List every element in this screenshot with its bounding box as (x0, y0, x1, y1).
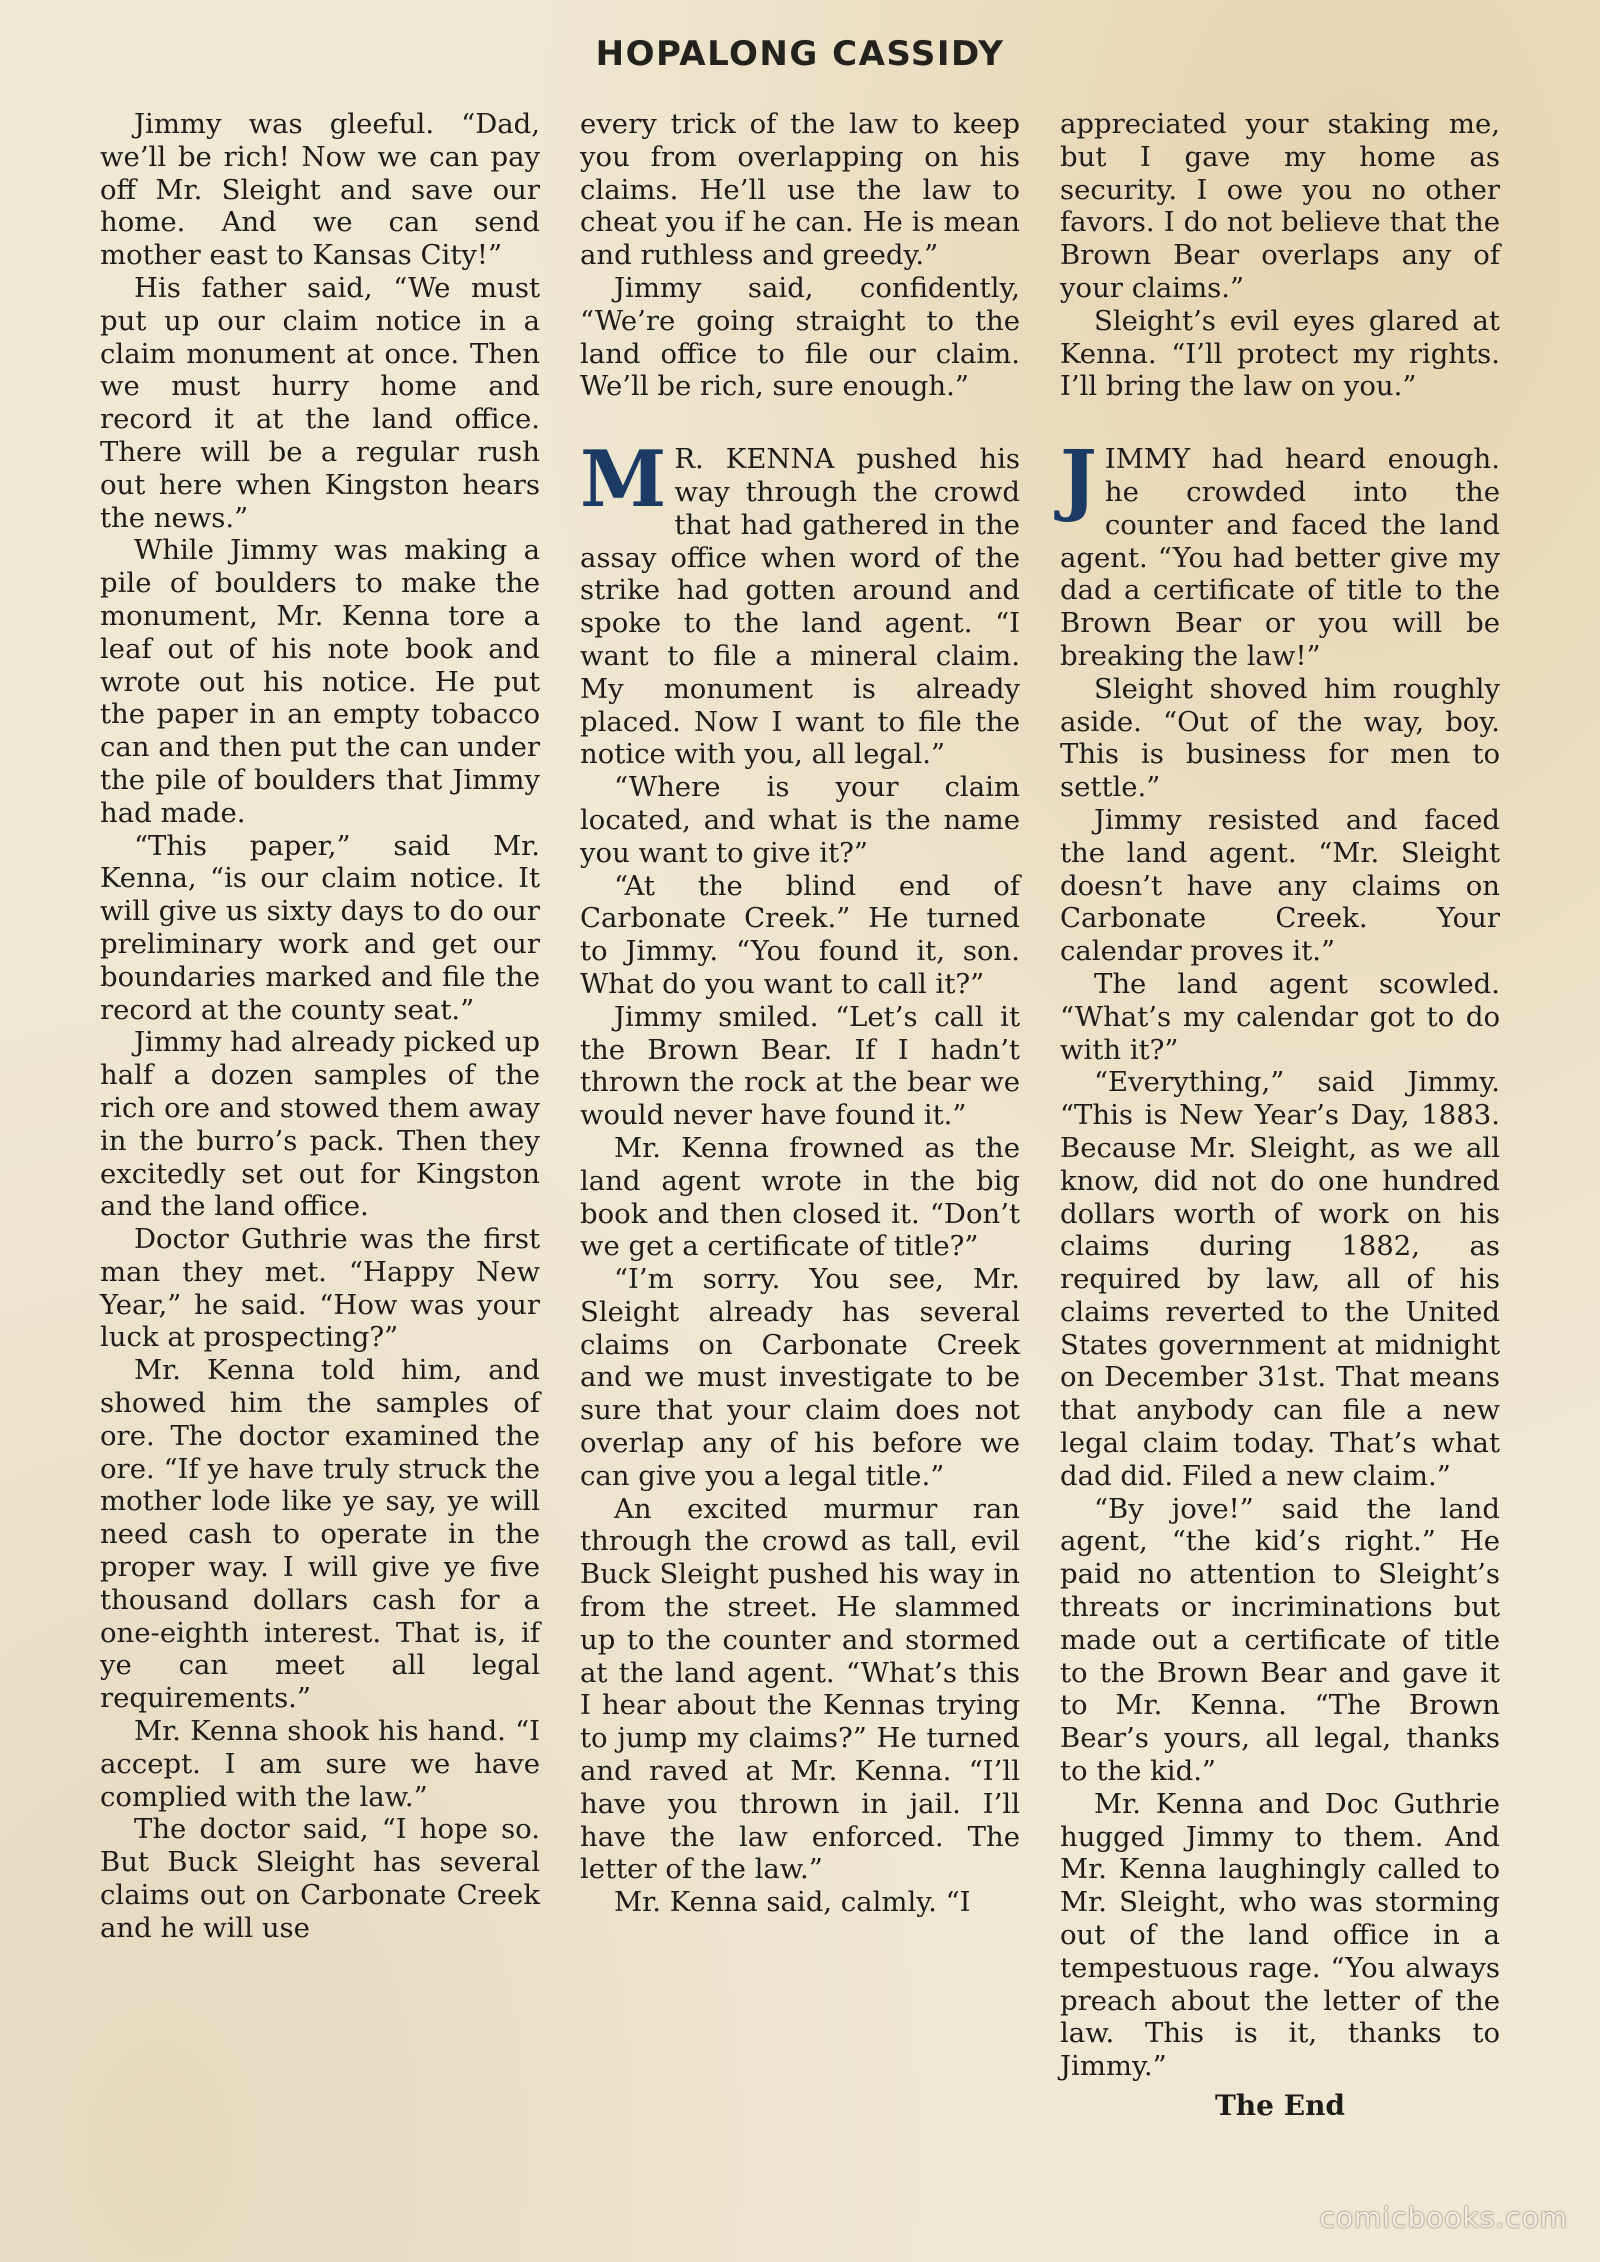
section-paragraph (580, 434, 1020, 771)
section-paragraph (1060, 434, 1500, 673)
paragraph: His father said, “We must put up our claim notice in a claim monument at once. Then we must hurry home and record it at the land office. There will be a regular rush out here when Kingston hears the news.” (100, 271, 540, 534)
drop-cap: M (580, 434, 667, 526)
paragraph: Jimmy said, confidently, “We’re going straight to the land office to file our claim. We’ll be rich, sure enough.” (580, 271, 1020, 403)
paragraph: every trick of the law to keep you from overlapping on his claims. He’ll use the law to cheat you if he can. He is mean and ruthless and greedy.” (580, 108, 1020, 272)
paragraph: “By jove!” said the land agent, “the kid’s right.” He paid no attention to Sleight’s threats or incriminations but made out a certificate of title to the Brown Bear and gave it to Mr. Kenna. “The Brown Bear’s yours, all legal, thanks to the kid.” (1060, 1492, 1500, 1788)
paragraph: Sleight shoved him roughly aside. “Out of the way, boy. This is business for men to settle.” (1060, 672, 1500, 804)
paragraph: “Everything,” said Jimmy. “This is New Year’s Day, 1883. Because Mr. Sleight, as we all know, did not do one hundred dollars worth of work on his claims during 1882, as required by law, all of his claims reverted to the United States government at midnight on December 31st. That means that anybody can file a new legal claim today. That’s what dad did. Filed a new claim.” (1060, 1066, 1500, 1492)
watermark-text: comicbooks.com (1319, 2201, 1568, 2234)
paragraph: Jimmy resisted and faced the land agent. “Mr. Sleight doesn’t have any claims on Carbonate Creek. Your calendar proves it.” (1060, 803, 1500, 968)
the-end: The End (1214, 2089, 1346, 2123)
paragraph: While Jimmy was making a pile of boulders to make the monument, Mr. Kenna tore a leaf out of his note book and wrote out his notice. He put the paper in an empty tobacco can and then put the can under the pile of boulders that Jimmy had made. (100, 534, 540, 829)
paragraph: Mr. Kenna told him, and showed him the samples of ore. The doctor examined the ore. “If ye have truly struck the mother lode like ye say, ye will need cash to operate in the proper way. I will give ye five thousand dollars cash for a one-eighth interest. That is, if ye can meet all legal requirements.” (100, 1354, 540, 1715)
paragraph: appreciated your staking me, but I gave my home as security. I owe you no other favors. I do not believe that the Brown Bear overlaps any of your claims.” (1060, 108, 1500, 304)
paragraph: Doctor Guthrie was the first man they met. “Happy New Year,” he said. “How was your luck at prospecting?” (100, 1223, 540, 1354)
paragraph: Mr. Kenna shook his hand. “I accept. I am sure we have complied with the law.” (100, 1715, 540, 1813)
paragraph: “At the blind end of Carbonate Creek.” He turned to Jimmy. “You found it, son. What do you want to call it?” (580, 869, 1020, 1000)
paragraph: The land agent scowled. “What’s my calendar got to do with it?” (1060, 967, 1500, 1066)
paragraph: An excited murmur ran through the crowd as tall, evil Buck Sleight pushed his way in from the street. He slammed up to the counter and stormed at the land agent. “What’s this I hear about the Kennas trying to jump my claims?” He turned and raved at Mr. Kenna. “I’ll have you thrown in jail. I’ll have the law enforced. The letter of the law.” (580, 1492, 1020, 1886)
drop-cap: J (1060, 434, 1097, 526)
section-text: IMMY had heard enough. he crowded into the counter and faced the land agent. “You had better give my dad a certificate of title to the Brown Bear or you will be breaking the law!” (1060, 443, 1500, 672)
paragraph: “I’m sorry. You see, Mr. Sleight already has several claims on Carbonate Creek and we must investigate to be sure that your claim does not overlap any of his before we can give you a legal title.” (580, 1263, 1020, 1492)
paragraph: Sleight’s evil eyes glared at Kenna. “I’ll protect my rights. I’ll bring the law on you.” (1060, 304, 1500, 403)
paragraph: Mr. Kenna said, calmly. “I (614, 1886, 971, 1919)
story-columns (100, 108, 1500, 2188)
paragraph: Jimmy smiled. “Let’s call it the Brown Bear. If I hadn’t thrown the rock at the bear we would never have found it.” (580, 1000, 1020, 1132)
column-1 (100, 108, 540, 2188)
paragraph: “Where is your claim located, and what is the name you want to give it?” (580, 771, 1020, 869)
column-2 (580, 108, 1020, 2188)
paragraph: Jimmy was gleeful. “Dad, we’ll be rich! Now we can pay off Mr. Sleight and save our home. And we can send mother east to Kansas City!” (100, 108, 540, 272)
paragraph: “This paper,” said Mr. Kenna, “is our claim notice. It will give us sixty days to do our preliminary work and get our boundaries marked and file the record at the county seat.” (100, 829, 540, 1026)
paragraph: Mr. Kenna and Doc Guthrie hugged Jimmy to them. And Mr. Kenna laughingly called to Mr. Sleight, who was storming out of the land office in a tempestuous rage. “You always preach about the letter of the law. This is it, thanks to Jimmy.” (1060, 1787, 1500, 2083)
paragraph: Jimmy had already picked up half a dozen samples of the rich ore and stowed them away in the burro’s pack. Then they excitedly set out for Kingston and the land office. (100, 1026, 540, 1223)
paragraph: Mr. Kenna frowned as the land agent wrote in the big book and then closed it. “Don’t we get a certificate of title?” (580, 1131, 1020, 1263)
column-3 (1060, 108, 1500, 2188)
page-title: HOPALONG CASSIDY (595, 34, 1005, 74)
paragraph: The doctor said, “I hope so. But Buck Sleight has several claims out on Carbonate Creek and he will use (100, 1813, 540, 1944)
section-text: R. KENNA pushed his way through the crowd that had gathered in the assay office when word of the strike had gotten around and spoke to the land agent. “I want to file a mineral claim. My monument is already placed. Now I want to file the notice with you, all legal.” (580, 443, 1020, 771)
